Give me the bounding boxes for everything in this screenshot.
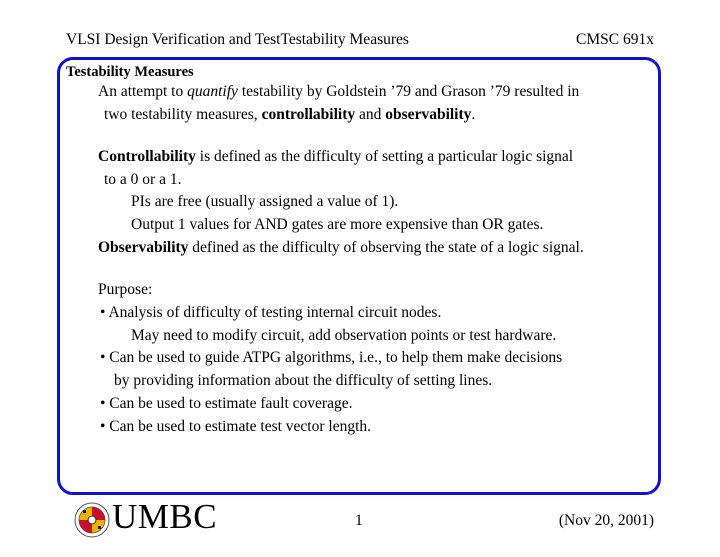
intro-italic: quantify [187, 83, 238, 100]
purpose-bullet-3: • Can be used to estimate fault coverage. [100, 395, 353, 412]
purpose-bullet-2: • Can be used to guide ATPG algorithms, i.e., to help them make decisions [100, 349, 563, 366]
definition-text: defined as the difficulty of observing the state of a logic signal. [188, 239, 584, 256]
course-title: VLSI Design Verification and TestTestability Measures [66, 31, 409, 48]
intro-text: . [471, 106, 476, 123]
umbc-logo-text: UMBC [112, 497, 218, 536]
controllability-note-2: Output 1 values for AND gates are more expensive than OR gates. [131, 216, 544, 233]
intro-text: two testability measures, [104, 106, 262, 123]
umbc-seal-icon [74, 502, 110, 538]
controllability-definition [98, 148, 573, 166]
controllability-note-1: PIs are free (usually assigned a value of 1). [131, 193, 399, 210]
slide-date: (Nov 20, 2001) [558, 512, 654, 529]
definition-text: is defined as the difficulty of setting a particular logic signal [195, 148, 574, 165]
intro-line-2 [104, 106, 475, 124]
term-observability: observability [385, 106, 472, 123]
course-code: CMSC 691x [576, 31, 654, 48]
observability-definition [98, 239, 584, 257]
purpose-heading: Purpose: [98, 281, 153, 298]
intro-text: testability by Goldstein ’79 and Grason ’79 resulted in [237, 83, 580, 100]
term-controllability: controllability [261, 106, 356, 123]
intro-line-1 [98, 83, 579, 101]
intro-text: and [355, 106, 386, 123]
purpose-bullet-4: • Can be used to estimate test vector length. [100, 418, 372, 435]
controllability-definition-cont: to a 0 or a 1. [104, 171, 182, 188]
page-number: 1 [355, 512, 363, 529]
purpose-bullet-1-sub: May need to modify circuit, add observation points or test hardware. [131, 327, 557, 344]
controllability-term: Controllability [98, 148, 196, 165]
purpose-bullet-1: • Analysis of difficulty of testing internal circuit nodes. [100, 304, 442, 321]
intro-text: An attempt to [98, 83, 188, 100]
observability-term: Observability [98, 239, 189, 256]
slide-title: Testability Measures [66, 64, 194, 80]
purpose-bullet-2-cont: by providing information about the difficulty of setting lines. [114, 372, 493, 389]
